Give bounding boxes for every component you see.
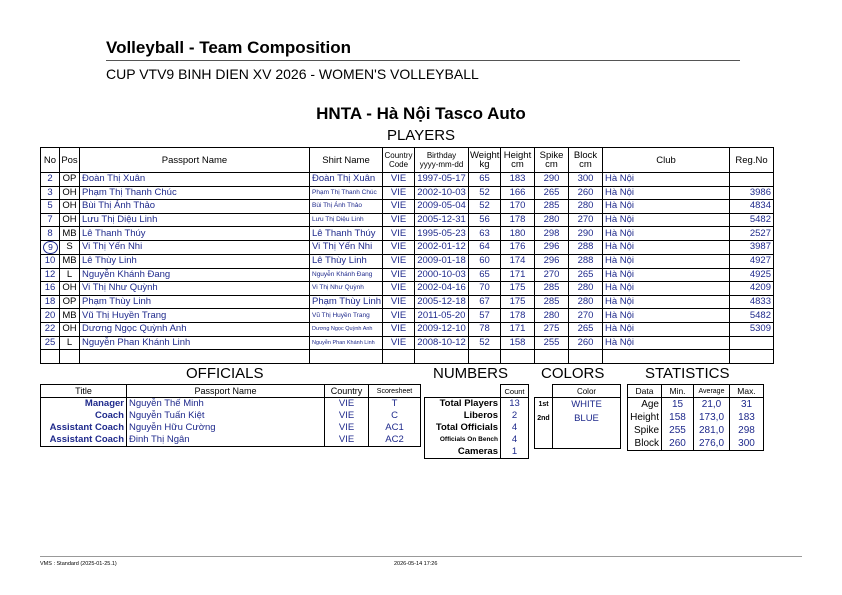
col-stat-data: Data <box>628 385 662 398</box>
numbers-body <box>425 398 529 459</box>
player-pos: OP <box>60 173 80 187</box>
col-spike: Spike cm <box>535 148 569 173</box>
numbers-label: Officials On Bench <box>425 434 501 446</box>
color-row <box>535 412 621 426</box>
official-country: VIE <box>325 410 369 422</box>
player-no: 20 <box>41 309 60 323</box>
player-row <box>41 186 774 200</box>
col-country-code: Country Code <box>383 148 415 173</box>
stat-max: 31 <box>730 398 764 412</box>
player-club: Hà Nội <box>603 268 730 282</box>
player-passport-name: Lê Thanh Thúy <box>80 227 310 241</box>
player-pos: OH <box>60 200 80 214</box>
player-pos: MB <box>60 254 80 268</box>
player-weight: 65 <box>469 173 501 187</box>
player-height: 176 <box>501 240 535 254</box>
official-title: Manager <box>41 398 127 411</box>
player-no: 8 <box>41 227 60 241</box>
col-stat-max: Max. <box>730 385 764 398</box>
player-shirt-name: Bùi Thị Ánh Thảo <box>310 200 383 214</box>
competition-subtitle: CUP VTV9 BINH DIEN XV 2026 - WOMEN'S VOLLEYBALL <box>106 66 479 82</box>
player-spike: 265 <box>535 186 569 200</box>
stat-row <box>628 411 764 424</box>
player-weight: 60 <box>469 254 501 268</box>
player-weight: 52 <box>469 200 501 214</box>
player-reg-no: 3987 <box>730 240 774 254</box>
player-birthday: 2000-10-03 <box>415 268 469 282</box>
player-pos: OH <box>60 322 80 336</box>
official-scoresheet: AC1 <box>369 422 421 434</box>
numbers-value: 2 <box>501 410 529 422</box>
player-weight: 52 <box>469 336 501 350</box>
official-country: VIE <box>325 422 369 434</box>
player-reg-no: 5482 <box>730 309 774 323</box>
numbers-label: Liberos <box>425 410 501 422</box>
player-club: Hà Nội <box>603 213 730 227</box>
player-passport-name: Phạm Thị Thanh Chúc <box>80 186 310 200</box>
colors-header-blank <box>535 385 553 398</box>
player-birthday: 2009-05-04 <box>415 200 469 214</box>
player-spike: 285 <box>535 200 569 214</box>
col-birthday: Birthday yyyy-mm-dd <box>415 148 469 173</box>
player-height: 170 <box>501 200 535 214</box>
player-country: VIE <box>383 213 415 227</box>
player-height: 175 <box>501 295 535 309</box>
statistics-body <box>628 398 764 451</box>
player-passport-name: Vi Thị Yến Nhi <box>80 240 310 254</box>
empty-cell <box>501 350 535 364</box>
player-row <box>41 213 774 227</box>
player-country: VIE <box>383 240 415 254</box>
player-row <box>41 322 774 336</box>
player-reg-no: 5309 <box>730 322 774 336</box>
player-block: 280 <box>569 295 603 309</box>
player-country: VIE <box>383 336 415 350</box>
stat-average: 21,0 <box>694 398 730 412</box>
player-row <box>41 227 774 241</box>
player-no: 25 <box>41 336 60 350</box>
player-row-empty <box>41 350 774 364</box>
player-row <box>41 254 774 268</box>
player-shirt-name: Lưu Thị Diệu Linh <box>310 213 383 227</box>
stat-label: Spike <box>628 424 662 437</box>
player-spike: 285 <box>535 295 569 309</box>
player-country: VIE <box>383 295 415 309</box>
player-country: VIE <box>383 309 415 323</box>
player-spike: 275 <box>535 322 569 336</box>
player-spike: 290 <box>535 173 569 187</box>
official-title: Assistant Coach <box>41 422 127 434</box>
player-shirt-name: Vi Thị Như Quỳnh <box>310 282 383 296</box>
player-height: 180 <box>501 227 535 241</box>
official-name: Nguyễn Tuấn Kiệt <box>127 410 325 422</box>
official-country: VIE <box>325 434 369 447</box>
numbers-label: Total Officials <box>425 422 501 434</box>
player-row <box>41 268 774 282</box>
player-row <box>41 282 774 296</box>
col-official-title: Title <box>41 385 127 398</box>
player-birthday: 2002-04-16 <box>415 282 469 296</box>
player-pos: OH <box>60 282 80 296</box>
numbers-row <box>425 446 529 459</box>
player-no: 10 <box>41 254 60 268</box>
players-header-row <box>41 148 774 173</box>
player-passport-name: Bùi Thị Ánh Thảo <box>80 200 310 214</box>
player-reg-no: 4927 <box>730 254 774 268</box>
footer-version: VMS : Standard (2025-01-25.1) <box>40 561 117 567</box>
empty-cell <box>553 426 621 449</box>
color-row <box>535 398 621 413</box>
player-pos: L <box>60 336 80 350</box>
stat-row <box>628 398 764 412</box>
color-order: 2nd <box>535 412 553 426</box>
player-no: 12 <box>41 268 60 282</box>
player-row <box>41 336 774 350</box>
statistics-heading: STATISTICS <box>645 365 730 382</box>
player-club: Hà Nội <box>603 309 730 323</box>
player-weight: 52 <box>469 186 501 200</box>
col-pos: Pos <box>60 148 80 173</box>
player-birthday: 2009-12-10 <box>415 322 469 336</box>
player-pos: L <box>60 268 80 282</box>
col-reg-no: Reg.No <box>730 148 774 173</box>
official-row <box>41 422 421 434</box>
player-spike: 296 <box>535 254 569 268</box>
empty-cell <box>535 350 569 364</box>
footer-date: 2026-05-14 17:26 <box>394 561 438 567</box>
player-no <box>41 240 60 254</box>
color-row-empty <box>535 426 621 449</box>
col-official-country: Country <box>325 385 369 398</box>
player-reg-no: 4209 <box>730 282 774 296</box>
player-birthday: 2005-12-31 <box>415 213 469 227</box>
player-country: VIE <box>383 268 415 282</box>
col-block: Block cm <box>569 148 603 173</box>
empty-cell <box>603 350 730 364</box>
player-club: Hà Nội <box>603 254 730 268</box>
official-name: Nguyễn Thế Minh <box>127 398 325 411</box>
player-no: 3 <box>41 186 60 200</box>
player-shirt-name: Vũ Thị Huyền Trang <box>310 309 383 323</box>
empty-cell <box>415 350 469 364</box>
player-passport-name: Vũ Thị Huyền Trang <box>80 309 310 323</box>
numbers-header-blank <box>425 385 501 398</box>
player-passport-name: Đoàn Thị Xuân <box>80 173 310 187</box>
player-reg-no: 4833 <box>730 295 774 309</box>
player-weight: 56 <box>469 213 501 227</box>
stat-average: 281,0 <box>694 424 730 437</box>
player-passport-name: Nguyễn Khánh Đang <box>80 268 310 282</box>
player-birthday: 2005-12-18 <box>415 295 469 309</box>
color-order: 1st <box>535 398 553 413</box>
player-weight: 65 <box>469 268 501 282</box>
player-country: VIE <box>383 200 415 214</box>
stat-average: 276,0 <box>694 437 730 451</box>
player-block: 270 <box>569 309 603 323</box>
player-block: 270 <box>569 213 603 227</box>
player-shirt-name: Lê Thùy Linh <box>310 254 383 268</box>
numbers-table <box>424 384 529 459</box>
stat-label: Height <box>628 411 662 424</box>
player-club: Hà Nội <box>603 240 730 254</box>
empty-cell <box>569 350 603 364</box>
col-club: Club <box>603 148 730 173</box>
player-birthday: 1997-05-17 <box>415 173 469 187</box>
numbers-heading: NUMBERS <box>433 365 509 382</box>
stat-min: 255 <box>662 424 694 437</box>
player-block: 288 <box>569 254 603 268</box>
stat-max: 300 <box>730 437 764 451</box>
player-shirt-name: Lê Thanh Thúy <box>310 227 383 241</box>
col-stat-average: Average <box>694 385 730 398</box>
player-block: 290 <box>569 227 603 241</box>
col-height: Height cm <box>501 148 535 173</box>
player-country: VIE <box>383 173 415 187</box>
player-weight: 63 <box>469 227 501 241</box>
stat-row <box>628 437 764 451</box>
footer-divider <box>40 556 802 557</box>
stat-average: 173,0 <box>694 411 730 424</box>
officials-body <box>41 398 421 447</box>
player-weight: 57 <box>469 309 501 323</box>
empty-cell <box>80 350 310 364</box>
player-no: 18 <box>41 295 60 309</box>
player-shirt-name: Nguyễn Khánh Đang <box>310 268 383 282</box>
col-official-scoresheet: Scoresheet <box>369 385 421 398</box>
official-scoresheet: C <box>369 410 421 422</box>
official-scoresheet: T <box>369 398 421 411</box>
col-stat-min: Min. <box>662 385 694 398</box>
col-shirt-name: Shirt Name <box>310 148 383 173</box>
player-shirt-name: Đoàn Thị Xuân <box>310 173 383 187</box>
player-row <box>41 200 774 214</box>
player-row <box>41 309 774 323</box>
official-name: Đinh Thị Ngân <box>127 434 325 447</box>
col-weight: Weight kg <box>469 148 501 173</box>
player-height: 183 <box>501 173 535 187</box>
player-shirt-name: Dương Ngọc Quỳnh Anh <box>310 322 383 336</box>
player-block: 280 <box>569 282 603 296</box>
empty-cell <box>535 426 553 449</box>
player-club: Hà Nội <box>603 282 730 296</box>
player-reg-no: 5482 <box>730 213 774 227</box>
player-passport-name: Vi Thị Như Quỳnh <box>80 282 310 296</box>
color-value: WHITE <box>553 398 621 413</box>
player-row <box>41 240 774 254</box>
player-height: 178 <box>501 309 535 323</box>
player-reg-no <box>730 173 774 187</box>
player-shirt-name: Phạm Thị Thanh Chúc <box>310 186 383 200</box>
numbers-row <box>425 434 529 446</box>
player-height: 166 <box>501 186 535 200</box>
officials-heading: OFFICIALS <box>186 365 264 382</box>
stat-label: Age <box>628 398 662 412</box>
player-passport-name: Dương Ngọc Quỳnh Anh <box>80 322 310 336</box>
player-shirt-name: Vi Thị Yến Nhi <box>310 240 383 254</box>
player-row <box>41 295 774 309</box>
player-reg-no: 2527 <box>730 227 774 241</box>
players-body <box>41 173 774 364</box>
statistics-table <box>627 384 764 451</box>
player-no: 5 <box>41 200 60 214</box>
numbers-value: 1 <box>501 446 529 459</box>
player-shirt-name: Nguyễn Phan Khánh Linh <box>310 336 383 350</box>
player-birthday: 2002-10-03 <box>415 186 469 200</box>
player-row <box>41 173 774 187</box>
official-row <box>41 434 421 447</box>
player-club: Hà Nội <box>603 295 730 309</box>
stat-min: 15 <box>662 398 694 412</box>
numbers-row <box>425 422 529 434</box>
player-country: VIE <box>383 186 415 200</box>
player-pos: OH <box>60 213 80 227</box>
stat-max: 298 <box>730 424 764 437</box>
colors-table <box>534 384 621 449</box>
player-club: Hà Nội <box>603 186 730 200</box>
numbers-value: 4 <box>501 434 529 446</box>
numbers-row <box>425 410 529 422</box>
players-table <box>40 147 774 364</box>
empty-cell <box>383 350 415 364</box>
empty-cell <box>730 350 774 364</box>
official-title: Assistant Coach <box>41 434 127 447</box>
player-height: 175 <box>501 282 535 296</box>
player-birthday: 2011-05-20 <box>415 309 469 323</box>
officials-table <box>40 384 421 447</box>
players-heading: PLAYERS <box>386 127 456 144</box>
player-height: 171 <box>501 268 535 282</box>
colors-heading: COLORS <box>541 365 605 382</box>
player-club: Hà Nội <box>603 336 730 350</box>
team-name: HNTA - Hà Nội Tasco Auto <box>316 104 526 123</box>
numbers-label: Cameras <box>425 446 501 459</box>
player-shirt-name: Phạm Thùy Linh <box>310 295 383 309</box>
player-pos: MB <box>60 309 80 323</box>
empty-cell <box>41 350 60 364</box>
player-birthday: 2008-10-12 <box>415 336 469 350</box>
numbers-label: Total Players <box>425 398 501 411</box>
official-title: Coach <box>41 410 127 422</box>
player-spike: 280 <box>535 213 569 227</box>
player-spike: 285 <box>535 282 569 296</box>
player-spike: 280 <box>535 309 569 323</box>
player-birthday: 2002-01-12 <box>415 240 469 254</box>
player-club: Hà Nội <box>603 200 730 214</box>
player-birthday: 1995-05-23 <box>415 227 469 241</box>
player-reg-no: 4834 <box>730 200 774 214</box>
player-no: 2 <box>41 173 60 187</box>
empty-cell <box>310 350 383 364</box>
official-row <box>41 410 421 422</box>
document-title: Volleyball - Team Composition <box>106 38 351 57</box>
player-height: 158 <box>501 336 535 350</box>
player-block: 280 <box>569 200 603 214</box>
player-height: 178 <box>501 213 535 227</box>
player-pos: S <box>60 240 80 254</box>
title-divider <box>106 60 740 61</box>
player-pos: OH <box>60 186 80 200</box>
player-no: 22 <box>41 322 60 336</box>
stat-row <box>628 424 764 437</box>
official-name: Nguyễn Hữu Cường <box>127 422 325 434</box>
col-no: No <box>41 148 60 173</box>
player-club: Hà Nội <box>603 173 730 187</box>
player-weight: 78 <box>469 322 501 336</box>
player-country: VIE <box>383 227 415 241</box>
player-block: 265 <box>569 322 603 336</box>
col-passport-name: Passport Name <box>80 148 310 173</box>
player-height: 171 <box>501 322 535 336</box>
player-country: VIE <box>383 322 415 336</box>
player-weight: 67 <box>469 295 501 309</box>
player-spike: 270 <box>535 268 569 282</box>
numbers-row <box>425 398 529 411</box>
player-passport-name: Nguyễn Phan Khánh Linh <box>80 336 310 350</box>
player-club: Hà Nội <box>603 227 730 241</box>
numbers-value: 4 <box>501 422 529 434</box>
col-official-name: Passport Name <box>127 385 325 398</box>
player-spike: 296 <box>535 240 569 254</box>
official-country: VIE <box>325 398 369 411</box>
stat-min: 158 <box>662 411 694 424</box>
player-passport-name: Lê Thùy Linh <box>80 254 310 268</box>
player-passport-name: Lưu Thị Diệu Linh <box>80 213 310 227</box>
player-reg-no <box>730 336 774 350</box>
player-weight: 70 <box>469 282 501 296</box>
player-block: 300 <box>569 173 603 187</box>
numbers-value: 13 <box>501 398 529 411</box>
color-value: BLUE <box>553 412 621 426</box>
player-country: VIE <box>383 282 415 296</box>
colors-body <box>535 398 621 449</box>
empty-cell <box>469 350 501 364</box>
player-country: VIE <box>383 254 415 268</box>
player-reg-no: 3986 <box>730 186 774 200</box>
player-pos: MB <box>60 227 80 241</box>
player-height: 174 <box>501 254 535 268</box>
player-reg-no: 4925 <box>730 268 774 282</box>
col-count: Count <box>501 385 529 398</box>
player-block: 260 <box>569 186 603 200</box>
captain-marker: 9 <box>43 241 58 254</box>
player-block: 265 <box>569 268 603 282</box>
player-weight: 64 <box>469 240 501 254</box>
stat-min: 260 <box>662 437 694 451</box>
player-club: Hà Nội <box>603 322 730 336</box>
player-spike: 255 <box>535 336 569 350</box>
official-row <box>41 398 421 411</box>
player-birthday: 2009-01-18 <box>415 254 469 268</box>
player-pos: OP <box>60 295 80 309</box>
official-scoresheet: AC2 <box>369 434 421 447</box>
col-color: Color <box>553 385 621 398</box>
player-passport-name: Phạm Thùy Linh <box>80 295 310 309</box>
empty-cell <box>60 350 80 364</box>
stat-label: Block <box>628 437 662 451</box>
player-no: 16 <box>41 282 60 296</box>
stat-max: 183 <box>730 411 764 424</box>
player-block: 260 <box>569 336 603 350</box>
player-block: 288 <box>569 240 603 254</box>
player-spike: 298 <box>535 227 569 241</box>
player-no: 7 <box>41 213 60 227</box>
